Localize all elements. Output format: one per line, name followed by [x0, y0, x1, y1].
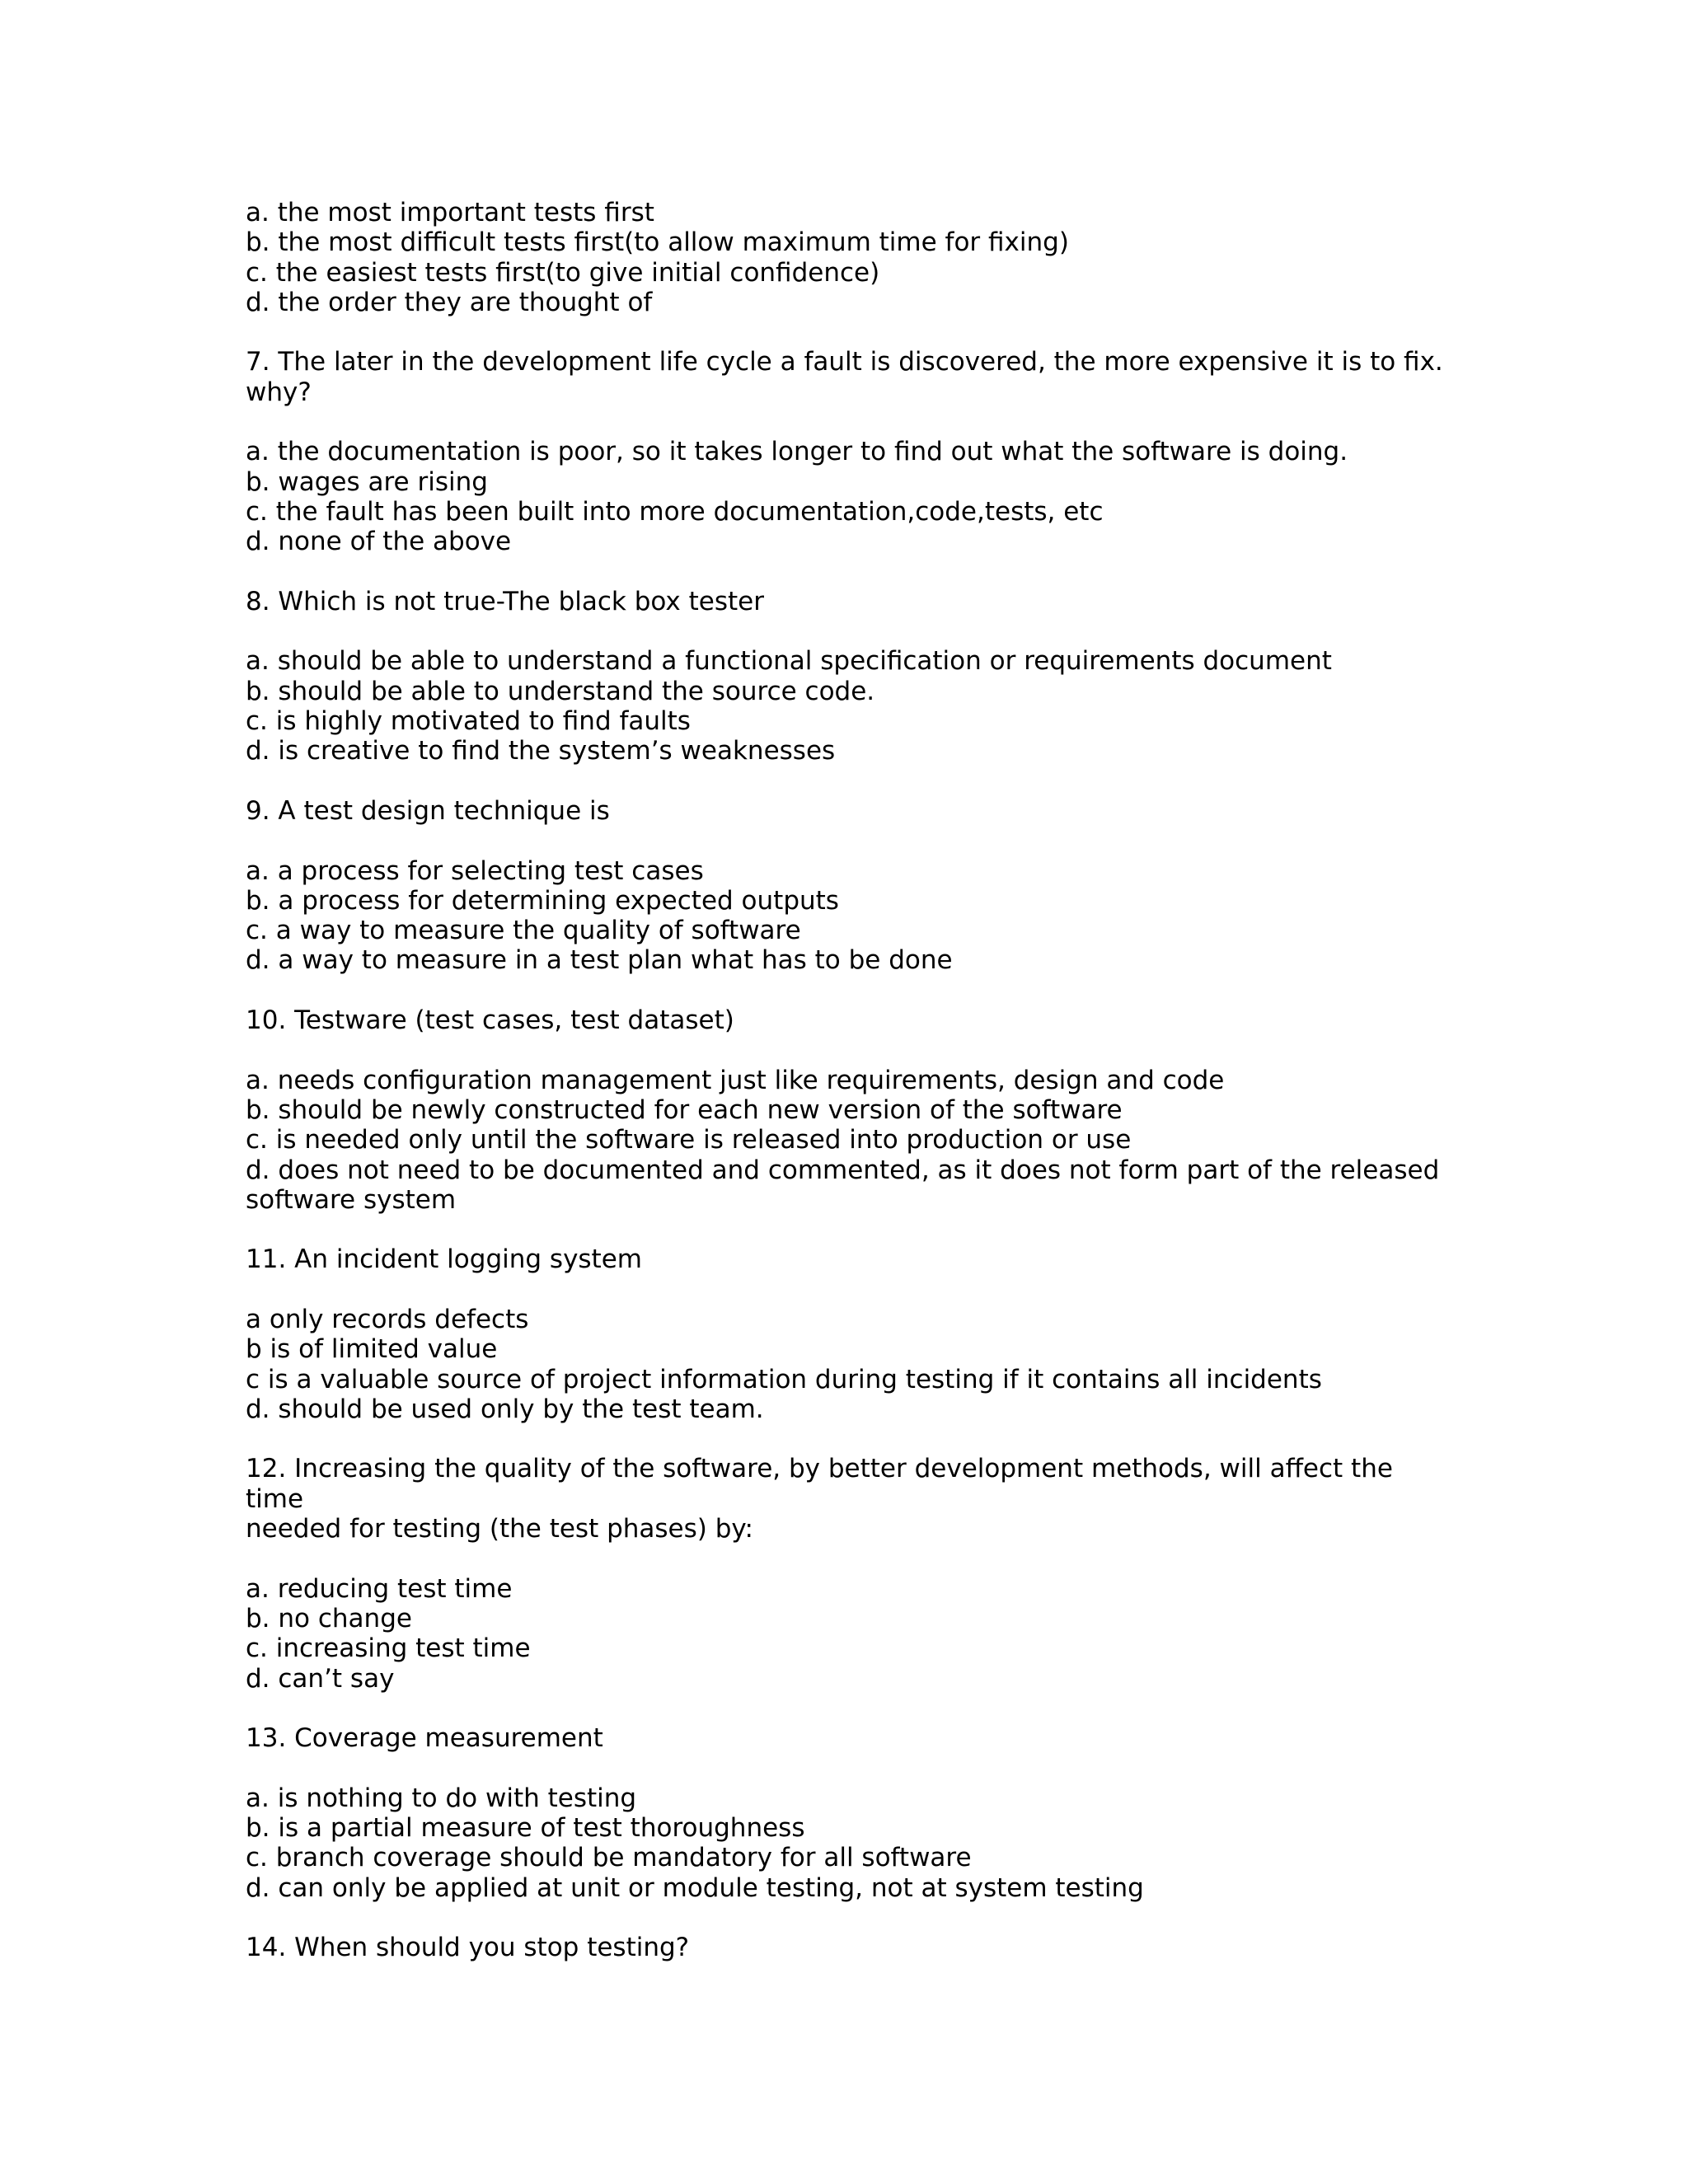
answer-options — [246, 1574, 1449, 1694]
question-text-line: 8. Which is not true-The black box tester — [246, 586, 764, 616]
question-text-line: 11. An incident logging system — [246, 1244, 642, 1275]
option-text-line: d. does not need to be documented and commented, as it does not form part of the released — [246, 1155, 1440, 1185]
answer-options — [246, 198, 1449, 317]
option-text-line: d. should be used only by the test team. — [246, 1394, 764, 1424]
question-text-line: 12. Increasing the quality of the software, by better development methods, will affect the time — [246, 1454, 1401, 1514]
option-text-line: software system — [246, 1184, 457, 1215]
question-stem — [246, 347, 1449, 407]
question-text-line: 10. Testware (test cases, test dataset) — [246, 1005, 734, 1036]
question-stem — [246, 1244, 1449, 1274]
option-text-line: b. should be newly constructed for each new version of the software — [246, 1094, 1123, 1125]
option-text-line: d. the order they are thought of — [246, 287, 653, 317]
question-text-line: 13. Coverage measurement — [246, 1723, 603, 1754]
option-text-line: a. reducing test time — [246, 1573, 513, 1604]
option-text-line: c is a valuable source of project information during testing if it contains all incidents — [246, 1364, 1322, 1394]
question-stem — [246, 1933, 1449, 1962]
option-text-line: b is of limited value — [246, 1334, 498, 1365]
option-text-line: b. wages are rising — [246, 466, 488, 497]
option-text-line: c. a way to measure the quality of software — [246, 916, 801, 946]
option-text-line: d. a way to measure in a test plan what has to be done — [246, 945, 953, 976]
option-text-line: a. the most important tests first — [246, 198, 654, 227]
answer-options — [246, 646, 1449, 766]
question-text-line: why? — [246, 377, 312, 407]
question-text-line: needed for testing (the test phases) by: — [246, 1514, 753, 1544]
option-text-line: a. a process for selecting test cases — [246, 855, 704, 886]
answer-options — [246, 1066, 1449, 1215]
answer-options — [246, 437, 1449, 556]
document-body — [246, 198, 1449, 1963]
question-text-line: 9. A test design technique is — [246, 795, 610, 826]
option-text-line: b. the most difficult tests first(to allow maximum time for fixing) — [246, 227, 1069, 258]
option-text-line: b. should be able to understand the source code. — [246, 676, 875, 706]
option-text-line: d. can only be applied at unit or module testing, not at system testing — [246, 1872, 1144, 1903]
option-text-line: a only records defects — [246, 1304, 529, 1334]
question-text-line: 7. The later in the development life cycle a fault is discovered, the more expensive it is to fix. — [246, 347, 1443, 377]
option-text-line: b. no change — [246, 1603, 412, 1633]
option-text-line: d. is creative to find the system’s weaknesses — [246, 736, 836, 766]
option-text-line: b. is a partial measure of test thoroughness — [246, 1813, 805, 1844]
option-text-line: c. is needed only until the software is released into production or use — [246, 1125, 1132, 1155]
option-text-line: c. the easiest tests first(to give initial confidence) — [246, 257, 880, 288]
answer-options — [246, 856, 1449, 976]
question-stem — [246, 1454, 1449, 1544]
answer-options — [246, 1783, 1449, 1903]
question-stem — [246, 587, 1449, 616]
option-text-line: a. is nothing to do with testing — [246, 1783, 637, 1813]
option-text-line: c. branch coverage should be mandatory for all software — [246, 1843, 972, 1873]
answer-options — [246, 1305, 1449, 1424]
question-stem — [246, 1723, 1449, 1753]
question-stem — [246, 1005, 1449, 1035]
option-text-line: c. is highly motivated to find faults — [246, 706, 691, 737]
question-stem — [246, 796, 1449, 826]
option-text-line: c. increasing test time — [246, 1633, 531, 1664]
question-text-line: 14. When should you stop testing? — [246, 1933, 690, 1963]
option-text-line: a. the documentation is poor, so it takes longer to find out what the software is doing. — [246, 437, 1348, 467]
option-text-line: a. should be able to understand a functional specification or requirements document — [246, 646, 1332, 677]
option-text-line: b. a process for determining expected outputs — [246, 885, 839, 916]
option-text-line: d. can’t say — [246, 1663, 395, 1694]
option-text-line: a. needs configuration management just like requirements, design and code — [246, 1065, 1225, 1095]
option-text-line: c. the fault has been built into more documentation,code,tests, etc — [246, 496, 1104, 527]
option-text-line: d. none of the above — [246, 527, 512, 557]
